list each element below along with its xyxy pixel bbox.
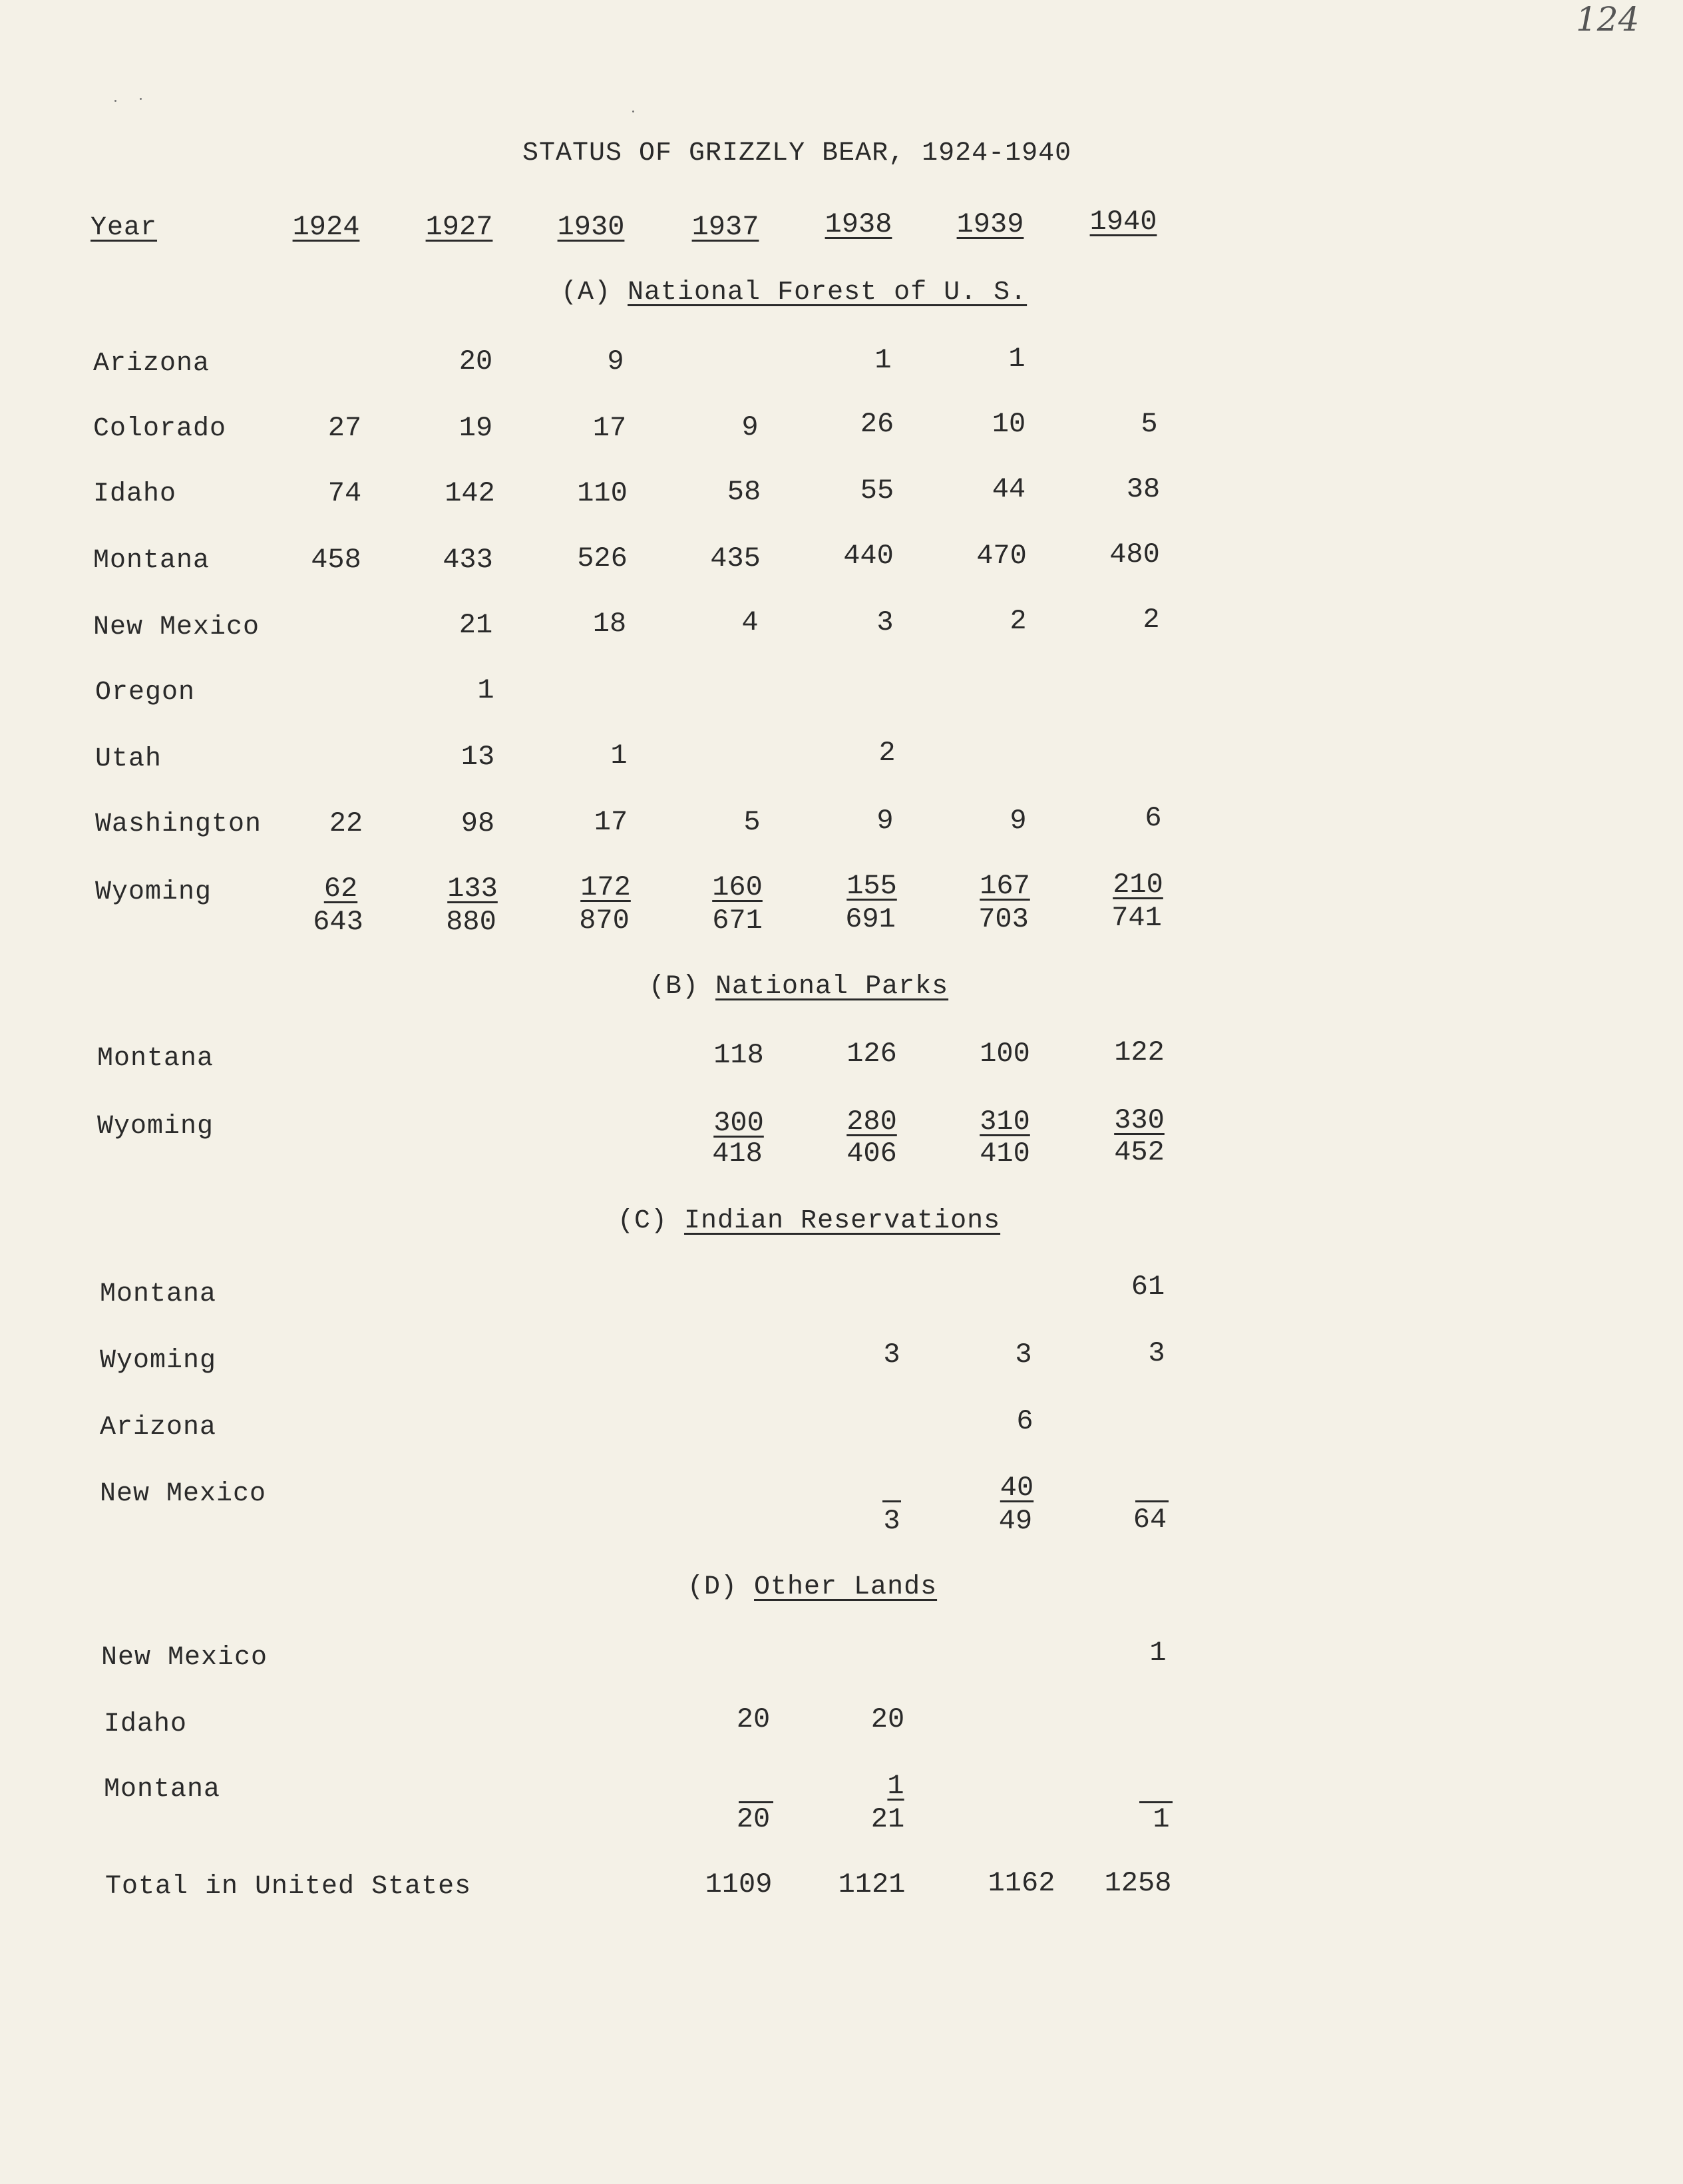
table-cell: 17 bbox=[594, 806, 628, 838]
subtotal-cell: 880 bbox=[446, 906, 496, 938]
subtotal-cell: 452 bbox=[1114, 1136, 1165, 1168]
table-cell: 470 bbox=[976, 540, 1027, 572]
subtotal-cell: 21 bbox=[870, 1803, 905, 1835]
row-label: New Mexico bbox=[101, 1643, 268, 1673]
grand-total-cell: 1258 bbox=[1104, 1867, 1172, 1899]
row-label: New Mexico bbox=[100, 1479, 267, 1509]
table-cell: 38 bbox=[1126, 473, 1161, 505]
table-cell: 9 bbox=[1010, 805, 1027, 837]
table-cell: 18 bbox=[592, 608, 627, 640]
table-cell: 172 bbox=[580, 871, 631, 903]
table-cell: 2 bbox=[1143, 604, 1160, 636]
table-cell: 3 bbox=[883, 1339, 900, 1371]
section-c-prefix: (C) bbox=[618, 1206, 668, 1236]
table-cell: 20 bbox=[736, 1703, 771, 1735]
table-cell: 9 bbox=[607, 345, 624, 377]
table-cell: 2 bbox=[1010, 605, 1027, 637]
section-a-heading bbox=[561, 278, 1027, 308]
table-cell: 300 bbox=[713, 1107, 764, 1139]
table-cell: 5 bbox=[743, 806, 761, 838]
table-cell: 9 bbox=[876, 805, 894, 837]
table-cell: 9 bbox=[741, 411, 759, 443]
table-cell: 2 bbox=[878, 737, 896, 769]
document-title: STATUS OF GRIZZLY BEAR, 1924-1940 bbox=[522, 138, 1072, 168]
speck bbox=[632, 110, 634, 112]
table-cell: 1 bbox=[1008, 343, 1026, 375]
table-cell: 13 bbox=[461, 741, 495, 773]
table-cell: 17 bbox=[592, 412, 627, 444]
table-cell: 1 bbox=[1149, 1637, 1167, 1669]
subtotal-cell: 410 bbox=[980, 1138, 1030, 1170]
table-cell: 1 bbox=[887, 1770, 904, 1802]
row-label: Wyoming bbox=[95, 877, 212, 907]
table-cell: 44 bbox=[992, 473, 1026, 505]
sum-rule bbox=[1135, 1500, 1169, 1502]
table-cell: 27 bbox=[327, 412, 362, 444]
sum-rule bbox=[882, 1500, 901, 1502]
row-label: Arizona bbox=[100, 1413, 217, 1442]
table-cell: 61 bbox=[1131, 1271, 1165, 1303]
table-cell: 1 bbox=[874, 344, 892, 376]
table-cell: 3 bbox=[876, 606, 894, 638]
section-d-prefix: (D) bbox=[687, 1572, 738, 1602]
subtotal-cell: 703 bbox=[978, 903, 1029, 935]
table-cell: 310 bbox=[980, 1106, 1030, 1138]
row-label: Utah bbox=[95, 744, 162, 774]
table-cell: 480 bbox=[1109, 539, 1160, 570]
table-cell: 280 bbox=[846, 1106, 897, 1138]
table-cell: 160 bbox=[712, 871, 763, 903]
table-cell: 26 bbox=[860, 408, 894, 440]
section-a-title: National Forest of U. S. bbox=[628, 278, 1028, 308]
page-number: 124 bbox=[1576, 0, 1640, 39]
subtotal-cell: 691 bbox=[845, 903, 896, 935]
table-cell: 3 bbox=[1148, 1337, 1165, 1369]
subtotal-cell: 64 bbox=[1133, 1504, 1167, 1536]
table-cell: 118 bbox=[713, 1039, 764, 1071]
subtotal-cell: 418 bbox=[712, 1138, 763, 1170]
section-b-title: National Parks bbox=[715, 972, 949, 1002]
section-c-title: Indian Reservations bbox=[684, 1206, 1001, 1236]
year-1938: 1938 bbox=[825, 208, 892, 240]
table-cell: 6 bbox=[1016, 1405, 1033, 1437]
subtotal-cell: 870 bbox=[579, 905, 630, 937]
table-cell: 74 bbox=[327, 477, 362, 509]
table-cell: 440 bbox=[843, 540, 894, 572]
row-label: Wyoming bbox=[97, 1112, 214, 1142]
section-b-heading bbox=[649, 972, 948, 1002]
subtotal-cell: 643 bbox=[313, 906, 363, 938]
subtotal-cell: 671 bbox=[712, 905, 763, 937]
grand-total-cell: 1121 bbox=[838, 1868, 906, 1900]
row-label: Idaho bbox=[104, 1709, 188, 1739]
year-header: Year bbox=[91, 213, 158, 243]
table-cell: 21 bbox=[459, 609, 493, 641]
table-cell: 58 bbox=[727, 476, 761, 508]
subtotal-cell: 3 bbox=[883, 1505, 900, 1537]
row-label: New Mexico bbox=[93, 612, 260, 642]
speck bbox=[140, 98, 142, 100]
table-cell: 20 bbox=[870, 1703, 905, 1735]
table-cell: 435 bbox=[710, 543, 761, 574]
section-d-heading bbox=[687, 1572, 937, 1602]
table-cell: 98 bbox=[461, 807, 495, 839]
table-cell: 458 bbox=[311, 544, 361, 576]
table-cell: 22 bbox=[329, 807, 363, 839]
table-cell: 40 bbox=[1000, 1472, 1034, 1504]
row-label: Washington bbox=[95, 809, 262, 839]
row-label: Arizona bbox=[93, 349, 210, 379]
table-cell: 4 bbox=[741, 606, 759, 638]
table-cell: 330 bbox=[1114, 1104, 1165, 1136]
row-label: Colorado bbox=[93, 414, 227, 444]
subtotal-cell: 741 bbox=[1111, 902, 1162, 934]
row-label: Wyoming bbox=[100, 1346, 217, 1376]
section-b-prefix: (B) bbox=[649, 972, 699, 1002]
table-cell: 1 bbox=[477, 674, 494, 706]
table-cell: 3 bbox=[1015, 1339, 1032, 1371]
table-cell: 62 bbox=[323, 873, 358, 905]
year-1930: 1930 bbox=[557, 211, 625, 243]
grand-total-label: Total in United States bbox=[105, 1872, 472, 1902]
row-label: Montana bbox=[100, 1279, 217, 1309]
year-1940: 1940 bbox=[1089, 206, 1157, 238]
table-cell: 155 bbox=[846, 870, 897, 902]
table-cell: 19 bbox=[459, 412, 493, 444]
table-cell: 126 bbox=[846, 1038, 897, 1070]
year-1927: 1927 bbox=[425, 211, 493, 243]
grand-total-cell: 1109 bbox=[705, 1868, 773, 1900]
table-cell: 55 bbox=[860, 475, 894, 507]
table-cell: 10 bbox=[992, 408, 1026, 440]
table-cell: 122 bbox=[1114, 1036, 1165, 1068]
row-label: Idaho bbox=[93, 479, 177, 509]
subtotal-cell: 1 bbox=[1153, 1803, 1170, 1835]
year-1937: 1937 bbox=[691, 211, 759, 243]
table-cell: 526 bbox=[577, 543, 628, 574]
table-cell: 100 bbox=[980, 1038, 1030, 1070]
table-cell: 142 bbox=[445, 477, 495, 509]
year-1924: 1924 bbox=[292, 211, 360, 243]
row-label: Montana bbox=[97, 1044, 214, 1074]
speck bbox=[114, 100, 116, 102]
section-a-prefix: (A) bbox=[561, 278, 612, 308]
section-d-title: Other Lands bbox=[754, 1572, 938, 1602]
table-cell: 133 bbox=[447, 873, 498, 905]
row-label: Montana bbox=[93, 546, 210, 576]
subtotal-cell: 49 bbox=[998, 1505, 1033, 1537]
subtotal-cell: 406 bbox=[846, 1138, 897, 1170]
row-label: Oregon bbox=[95, 678, 196, 708]
row-label: Montana bbox=[104, 1775, 221, 1805]
table-cell: 167 bbox=[980, 870, 1030, 902]
table-cell: 210 bbox=[1113, 869, 1163, 901]
grand-total-cell: 1162 bbox=[988, 1867, 1055, 1899]
table-cell: 110 bbox=[577, 477, 628, 509]
year-1939: 1939 bbox=[956, 208, 1024, 240]
section-c-heading bbox=[618, 1206, 1000, 1236]
table-cell: 1 bbox=[610, 740, 628, 771]
table-cell: 6 bbox=[1145, 802, 1162, 834]
table-cell: 433 bbox=[443, 544, 493, 576]
subtotal-cell: 20 bbox=[736, 1803, 771, 1835]
table-cell: 5 bbox=[1141, 408, 1158, 440]
table-cell: 20 bbox=[459, 345, 493, 377]
